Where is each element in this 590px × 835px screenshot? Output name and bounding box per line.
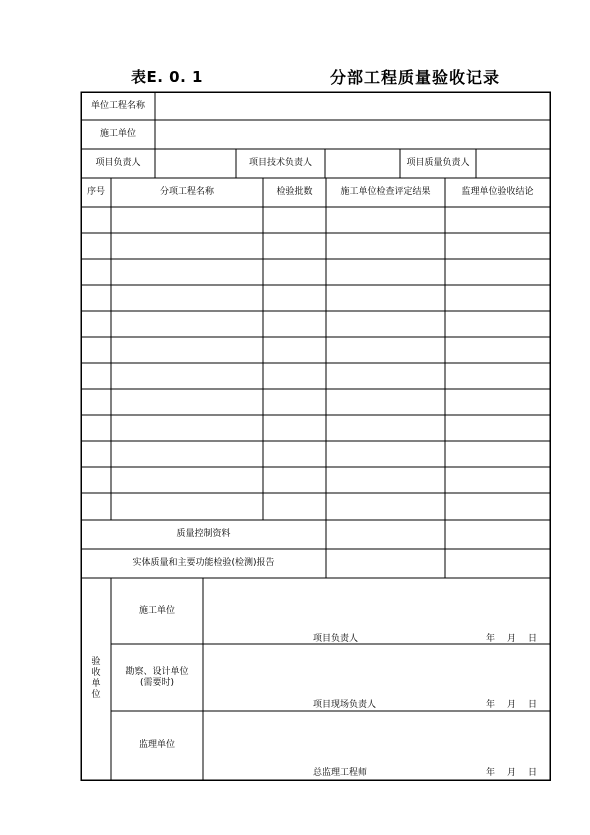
row-item-name-cell[interactable]	[111, 363, 263, 389]
acceptance-unit-label	[81, 578, 111, 780]
row-contractor-result-cell[interactable]	[326, 259, 445, 285]
survey-design-signer-label: 项目现场负责人	[313, 700, 377, 710]
tech-manager-label: 项目技术负责人	[248, 158, 312, 168]
column-header-supervision-conclusion: 监理单位验收结论	[461, 187, 534, 197]
supervision-date: 年 月 日	[486, 768, 538, 778]
quality-control-label: 质量控制资料	[176, 529, 231, 539]
column-header-no: 序号	[86, 187, 105, 197]
row-item-name-cell[interactable]	[111, 285, 263, 311]
row-batch-count-cell[interactable]	[263, 363, 326, 389]
row-no-cell[interactable]	[81, 415, 111, 441]
row-contractor-result-cell[interactable]	[326, 207, 445, 233]
supervision-signer-label: 总监理工程师	[313, 768, 368, 778]
row-supervision-conclusion-cell[interactable]	[445, 311, 550, 337]
acceptance-label-char: 收	[91, 668, 101, 678]
row-item-name-cell[interactable]	[111, 259, 263, 285]
row-no-cell[interactable]	[81, 259, 111, 285]
acceptance-survey-design-unit-cell	[111, 644, 203, 711]
column-header-contractor-result: 施工单位检查评定结果	[340, 187, 431, 197]
acceptance-label-char: 单	[91, 679, 101, 689]
survey-design-unit-note: (需要时)	[139, 677, 175, 688]
construction-unit-label: 施工单位	[99, 129, 136, 139]
row-contractor-result-cell[interactable]	[326, 233, 445, 259]
row-supervision-conclusion-cell[interactable]	[445, 441, 550, 467]
row-item-name-cell[interactable]	[111, 337, 263, 363]
column-header-batch-count: 检验批数	[276, 187, 313, 197]
table-number: 表E. 0. 1	[131, 68, 203, 86]
construction-unit-field[interactable]	[155, 120, 549, 149]
row-item-name-cell[interactable]	[111, 467, 263, 493]
acceptance-label-char: 位	[91, 690, 101, 700]
row-supervision-conclusion-cell[interactable]	[445, 389, 550, 415]
row-item-name-cell[interactable]	[111, 493, 263, 519]
row-batch-count-cell[interactable]	[263, 259, 326, 285]
construction-date: 年 月 日	[486, 634, 538, 644]
row-batch-count-cell[interactable]	[263, 441, 326, 467]
row-contractor-result-cell[interactable]	[326, 285, 445, 311]
acceptance-supervision-unit-label: 监理单位	[138, 740, 175, 750]
row-supervision-conclusion-cell[interactable]	[445, 415, 550, 441]
safety-report-label: 实体质量和主要功能检验(检测)报告	[132, 558, 275, 568]
survey-design-date: 年 月 日	[486, 700, 538, 710]
row-batch-count-cell[interactable]	[263, 467, 326, 493]
row-item-name-cell[interactable]	[111, 311, 263, 337]
row-contractor-result-cell[interactable]	[326, 467, 445, 493]
row-supervision-conclusion-cell[interactable]	[445, 259, 550, 285]
row-no-cell[interactable]	[81, 311, 111, 337]
row-item-name-cell[interactable]	[111, 441, 263, 467]
row-supervision-conclusion-cell[interactable]	[445, 493, 550, 519]
row-item-name-cell[interactable]	[111, 415, 263, 441]
row-batch-count-cell[interactable]	[263, 285, 326, 311]
row-batch-count-cell[interactable]	[263, 415, 326, 441]
row-contractor-result-cell[interactable]	[326, 493, 445, 519]
row-batch-count-cell[interactable]	[263, 207, 326, 233]
row-batch-count-cell[interactable]	[263, 389, 326, 415]
column-header-item-name: 分项工程名称	[159, 187, 214, 197]
acceptance-label-char: 验	[91, 657, 101, 667]
row-item-name-cell[interactable]	[111, 207, 263, 233]
row-batch-count-cell[interactable]	[263, 337, 326, 363]
row-contractor-result-cell[interactable]	[326, 363, 445, 389]
row-no-cell[interactable]	[81, 207, 111, 233]
row-no-cell[interactable]	[81, 285, 111, 311]
quality-manager-field[interactable]	[476, 149, 550, 178]
project-manager-label: 项目负责人	[95, 158, 141, 168]
project-name-label: 单位工程名称	[90, 100, 145, 111]
project-manager-field[interactable]	[155, 149, 236, 178]
row-supervision-conclusion-cell[interactable]	[445, 337, 550, 363]
row-no-cell[interactable]	[81, 441, 111, 467]
row-contractor-result-cell[interactable]	[326, 415, 445, 441]
construction-signer-label: 项目负责人	[313, 634, 359, 644]
row-contractor-result-cell[interactable]	[326, 389, 445, 415]
row-batch-count-cell[interactable]	[263, 233, 326, 259]
row-contractor-result-cell[interactable]	[326, 337, 445, 363]
row-no-cell[interactable]	[81, 467, 111, 493]
row-supervision-conclusion-cell[interactable]	[445, 467, 550, 493]
row-supervision-conclusion-cell[interactable]	[445, 363, 550, 389]
acceptance-construction-unit-label: 施工单位	[138, 605, 175, 616]
row-no-cell[interactable]	[81, 389, 111, 415]
survey-design-unit-label: 勘察、设计单位	[125, 666, 189, 677]
row-no-cell[interactable]	[81, 233, 111, 259]
row-batch-count-cell[interactable]	[263, 311, 326, 337]
quality-manager-label: 项目质量负责人	[406, 158, 470, 168]
page-title: 分部工程质量验收记录	[330, 68, 501, 87]
row-no-cell[interactable]	[81, 337, 111, 363]
row-no-cell[interactable]	[81, 493, 111, 519]
row-supervision-conclusion-cell[interactable]	[445, 285, 550, 311]
row-batch-count-cell[interactable]	[263, 493, 326, 519]
row-supervision-conclusion-cell[interactable]	[445, 207, 550, 233]
row-item-name-cell[interactable]	[111, 389, 263, 415]
row-supervision-conclusion-cell[interactable]	[445, 233, 550, 259]
tech-manager-field[interactable]	[325, 149, 400, 178]
row-no-cell[interactable]	[81, 363, 111, 389]
row-contractor-result-cell[interactable]	[326, 311, 445, 337]
row-item-name-cell[interactable]	[111, 233, 263, 259]
project-name-field[interactable]	[155, 92, 549, 120]
row-contractor-result-cell[interactable]	[326, 441, 445, 467]
